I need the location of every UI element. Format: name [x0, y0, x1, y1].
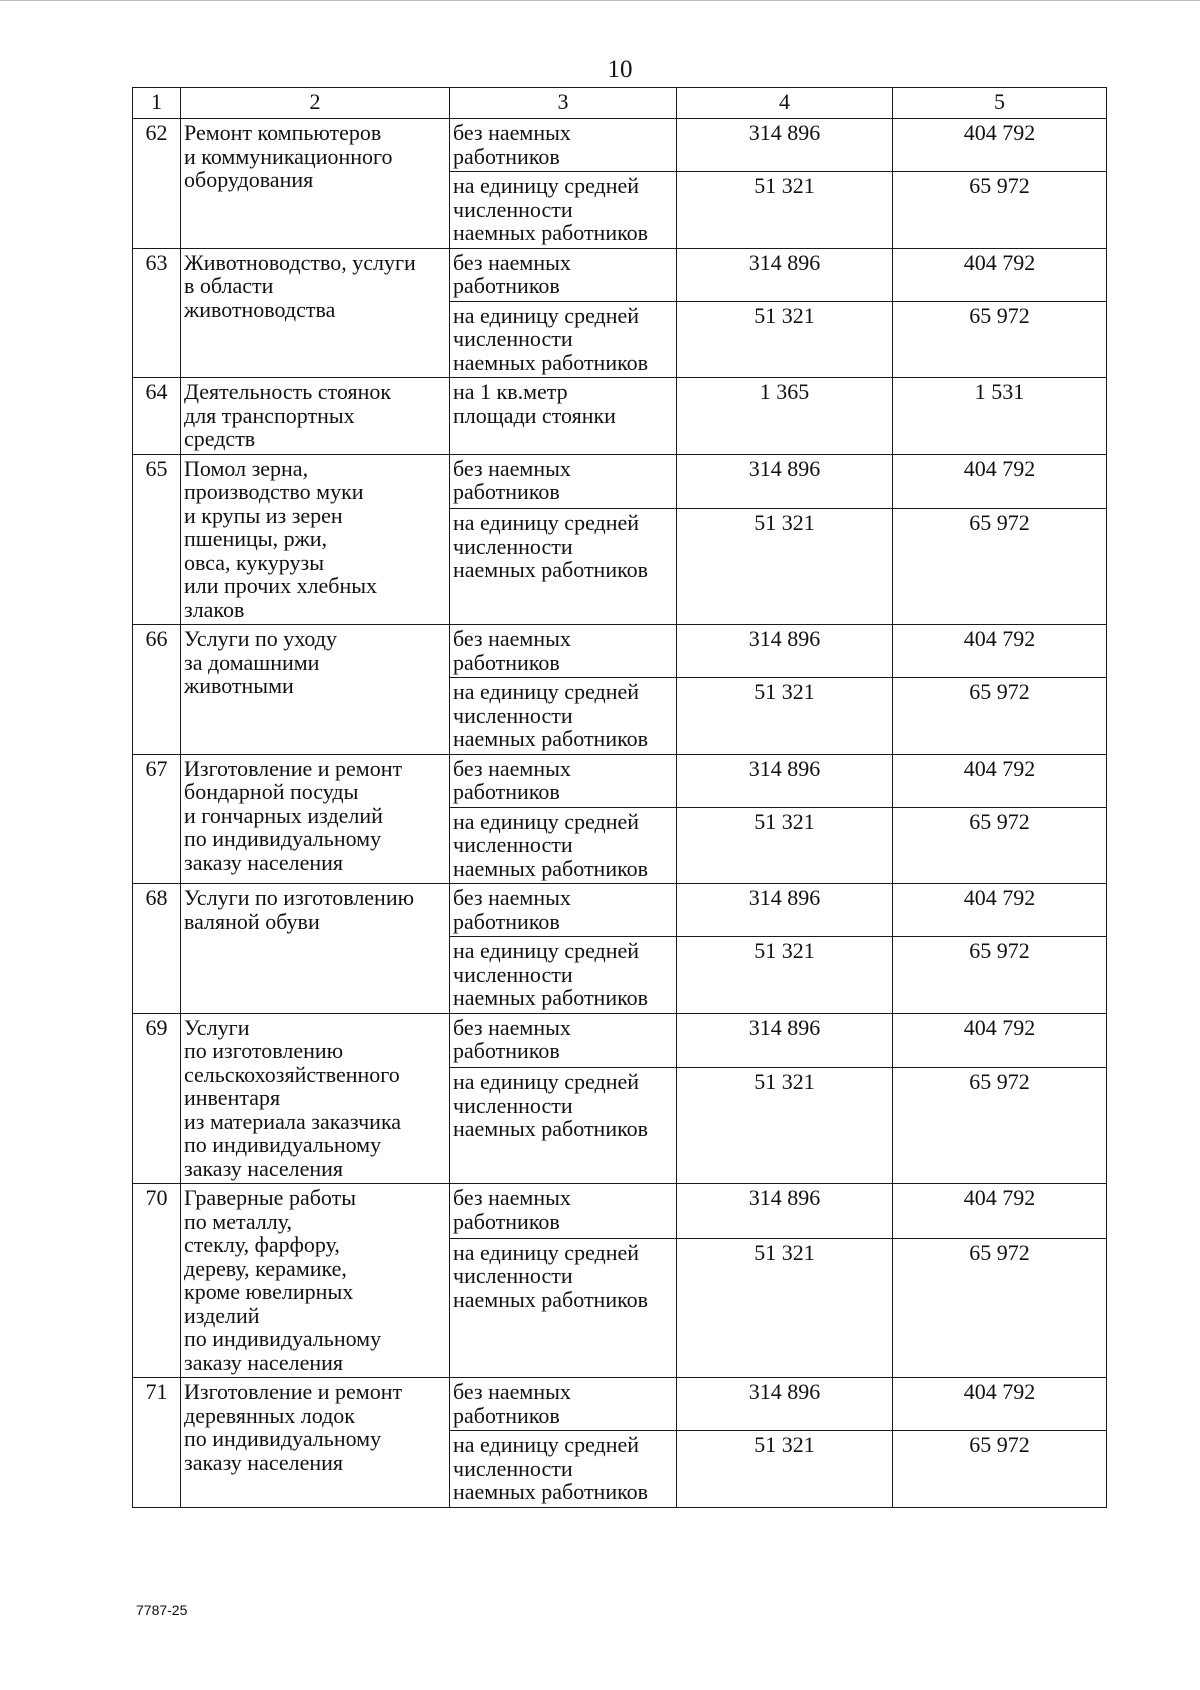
unit-cell: без наемных работников [450, 119, 677, 172]
unit-cell: на единицу средней численности наемных работников [450, 301, 677, 378]
value-col4-cell: 314 896 [677, 625, 893, 678]
row-number-cell: 70 [133, 1184, 181, 1378]
activity-name-cell: Животноводство, услуги в области животноводства [181, 248, 450, 378]
activity-name-cell: Услуги по уходу за домашними животными [181, 625, 450, 755]
value-col4-cell: 314 896 [677, 884, 893, 937]
table-row [133, 454, 1107, 509]
table-row [133, 1013, 1107, 1068]
row-number-cell: 71 [133, 1378, 181, 1508]
value-col4-cell: 51 321 [677, 1068, 893, 1184]
row-number-cell: 63 [133, 248, 181, 378]
value-col4-cell: 51 321 [677, 509, 893, 625]
unit-cell: без наемных работников [450, 248, 677, 301]
value-col4-cell: 314 896 [677, 1378, 893, 1431]
unit-cell: без наемных работников [450, 1378, 677, 1431]
value-col5-cell: 404 792 [893, 1013, 1107, 1068]
header-col-4: 4 [677, 88, 893, 119]
unit-cell: на единицу средней численности наемных работников [450, 807, 677, 884]
document-code: 7787-25 [136, 1602, 188, 1618]
row-number-cell: 62 [133, 119, 181, 249]
value-col4-cell: 314 896 [677, 1184, 893, 1239]
header-col-2: 2 [181, 88, 450, 119]
unit-cell: на единицу средней численности наемных работников [450, 172, 677, 249]
value-col5-cell: 65 972 [893, 937, 1107, 1014]
header-col-3: 3 [450, 88, 677, 119]
value-col5-cell: 404 792 [893, 119, 1107, 172]
table-row [133, 119, 1107, 172]
unit-cell: на единицу средней численности наемных работников [450, 937, 677, 1014]
activity-name-cell: Изготовление и ремонт деревянных лодок по индивидуальному заказу населения [181, 1378, 450, 1508]
value-col4-cell: 51 321 [677, 678, 893, 755]
value-col5-cell: 404 792 [893, 754, 1107, 807]
activity-name-cell: Граверные работы по металлу, стеклу, фарфору, дереву, керамике, кроме ювелирных изделий по индивидуальному заказу населения [181, 1184, 450, 1378]
activity-name-cell: Изготовление и ремонт бондарной посуды и гончарных изделий по индивидуальному заказу населения [181, 754, 450, 884]
value-col5-cell: 65 972 [893, 509, 1107, 625]
value-col5-cell: 404 792 [893, 625, 1107, 678]
value-col5-cell: 404 792 [893, 1378, 1107, 1431]
table-row [133, 1378, 1107, 1431]
activity-name-cell: Услуги по изготовлению сельскохозяйственного инвентаря из материала заказчика по индивидуальному заказу населения [181, 1013, 450, 1184]
value-col5-cell: 65 972 [893, 1238, 1107, 1377]
unit-cell: без наемных работников [450, 454, 677, 509]
value-col5-cell: 404 792 [893, 454, 1107, 509]
value-col5-cell: 404 792 [893, 248, 1107, 301]
row-number-cell: 67 [133, 754, 181, 884]
page-number: 10 [607, 56, 633, 83]
unit-cell: на единицу средней численности наемных работников [450, 1068, 677, 1184]
unit-cell: на 1 кв.метр площади стоянки [450, 378, 677, 455]
row-number-cell: 66 [133, 625, 181, 755]
value-col4-cell: 314 896 [677, 454, 893, 509]
row-number-cell: 64 [133, 378, 181, 455]
table-row [133, 754, 1107, 807]
row-number-cell: 68 [133, 884, 181, 1014]
value-col5-cell: 65 972 [893, 1068, 1107, 1184]
value-col4-cell: 314 896 [677, 754, 893, 807]
unit-cell: без наемных работников [450, 625, 677, 678]
value-col4-cell: 314 896 [677, 248, 893, 301]
scan-edge-line [0, 0, 1200, 1]
value-col5-cell: 1 531 [893, 378, 1107, 455]
table-row [133, 378, 1107, 455]
value-col4-cell: 1 365 [677, 378, 893, 455]
value-col5-cell: 404 792 [893, 1184, 1107, 1239]
unit-cell: без наемных работников [450, 1184, 677, 1239]
tariff-table [132, 87, 1107, 1508]
unit-cell: без наемных работников [450, 1013, 677, 1068]
value-col4-cell: 314 896 [677, 1013, 893, 1068]
value-col5-cell: 65 972 [893, 678, 1107, 755]
unit-cell: без наемных работников [450, 754, 677, 807]
value-col5-cell: 65 972 [893, 807, 1107, 884]
table-header-row [133, 88, 1107, 119]
value-col5-cell: 404 792 [893, 884, 1107, 937]
value-col4-cell: 51 321 [677, 807, 893, 884]
unit-cell: на единицу средней численности наемных работников [450, 1431, 677, 1508]
activity-name-cell: Ремонт компьютеров и коммуникационного оборудования [181, 119, 450, 249]
value-col5-cell: 65 972 [893, 172, 1107, 249]
row-number-cell: 65 [133, 454, 181, 625]
activity-name-cell: Деятельность стоянок для транспортных средств [181, 378, 450, 455]
value-col4-cell: 51 321 [677, 301, 893, 378]
table-row [133, 248, 1107, 301]
value-col5-cell: 65 972 [893, 1431, 1107, 1508]
value-col4-cell: 51 321 [677, 1431, 893, 1508]
unit-cell: на единицу средней численности наемных работников [450, 678, 677, 755]
value-col4-cell: 314 896 [677, 119, 893, 172]
table-row [133, 625, 1107, 678]
activity-name-cell: Помол зерна, производство муки и крупы из зерен пшеницы, ржи, овса, кукурузы или прочих хлебных злаков [181, 454, 450, 625]
table-body [133, 88, 1107, 1508]
value-col4-cell: 51 321 [677, 937, 893, 1014]
header-col-1: 1 [133, 88, 181, 119]
row-number-cell: 69 [133, 1013, 181, 1184]
header-col-5: 5 [893, 88, 1107, 119]
unit-cell: без наемных работников [450, 884, 677, 937]
value-col5-cell: 65 972 [893, 301, 1107, 378]
unit-cell: на единицу средней численности наемных работников [450, 1238, 677, 1377]
table-row [133, 1184, 1107, 1239]
table-row [133, 884, 1107, 937]
value-col4-cell: 51 321 [677, 172, 893, 249]
activity-name-cell: Услуги по изготовлению валяной обуви [181, 884, 450, 1014]
unit-cell: на единицу средней численности наемных работников [450, 509, 677, 625]
value-col4-cell: 51 321 [677, 1238, 893, 1377]
